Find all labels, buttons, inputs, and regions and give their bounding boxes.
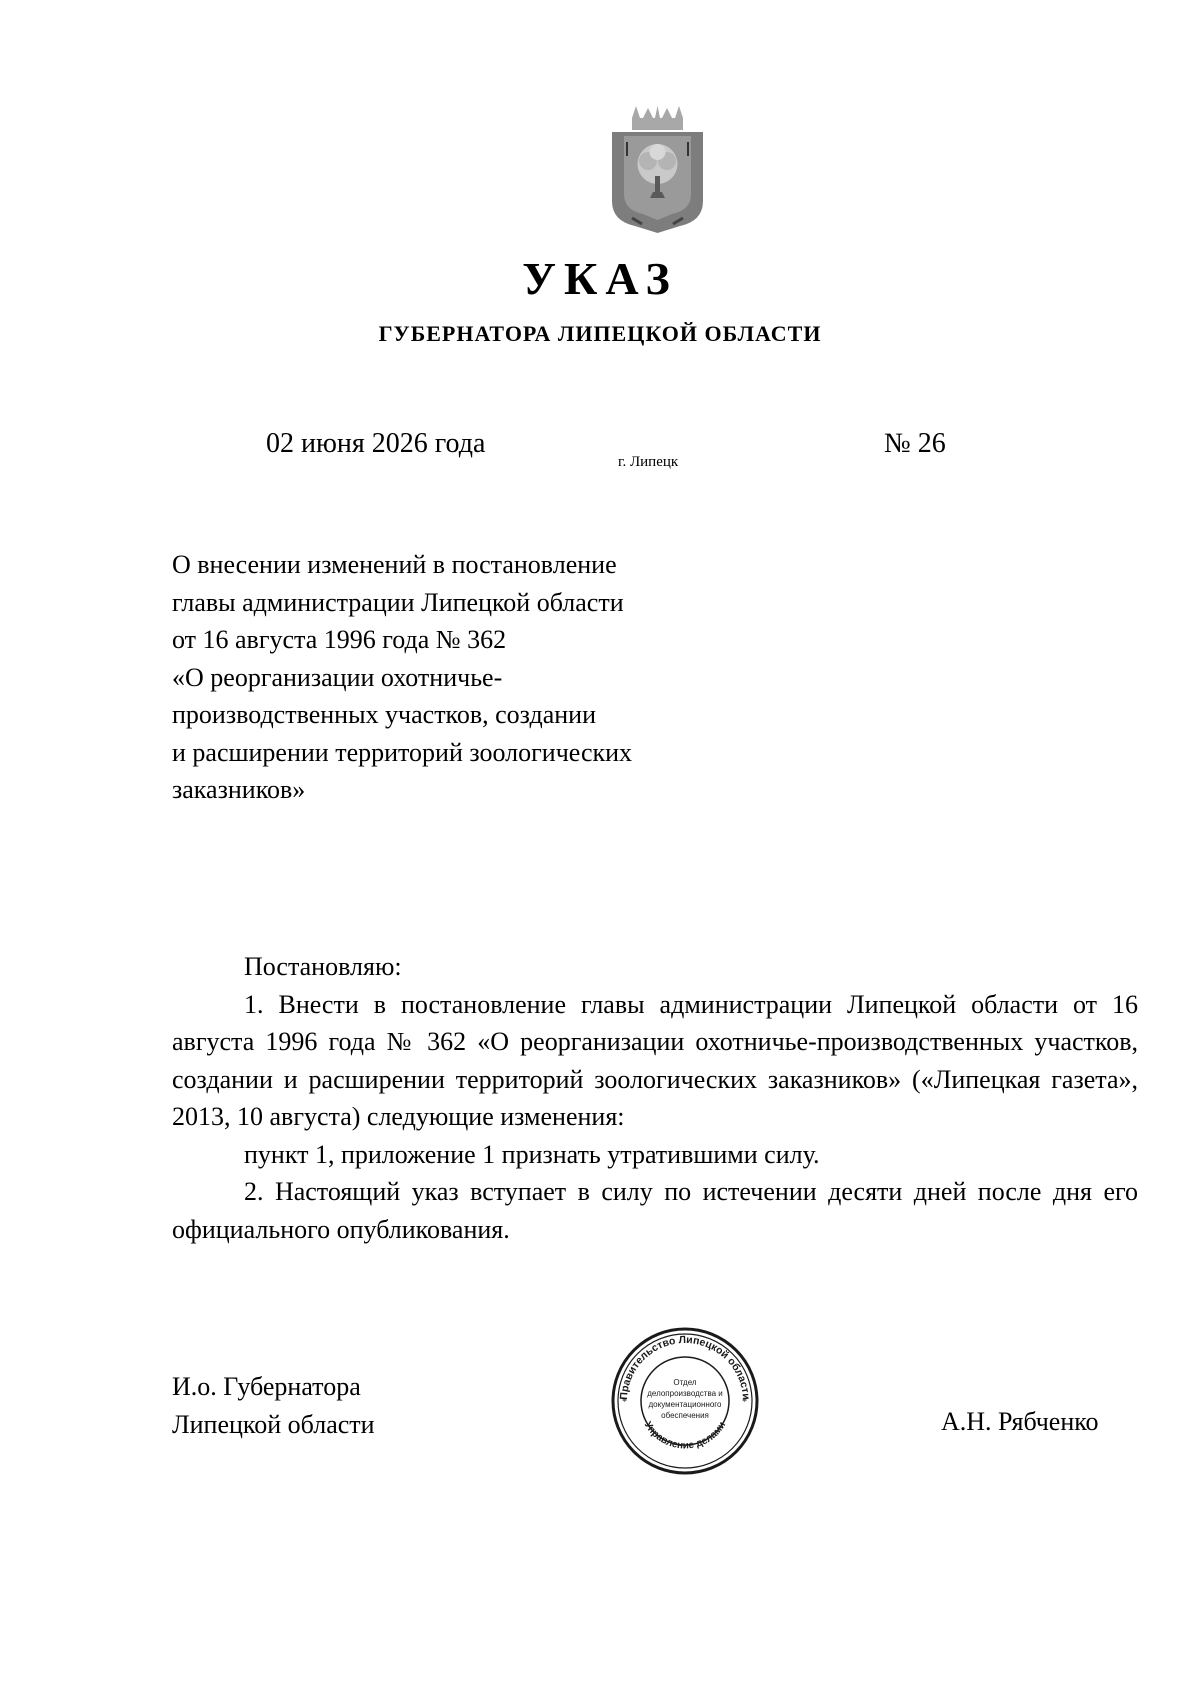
stamp-inner-line: Отдел xyxy=(673,1378,697,1387)
document-subtitle: ГУБЕРНАТОРА ЛИПЕЦКОЙ ОБЛАСТИ xyxy=(378,321,822,346)
svg-text:*: * xyxy=(742,1397,747,1408)
stamp-inner-line: делопроизводства и xyxy=(647,1389,723,1398)
coat-of-arms-emblem xyxy=(610,106,705,236)
signatory-position-line: Липецкой области xyxy=(172,1409,375,1439)
document-body xyxy=(172,948,1138,1248)
document-heading xyxy=(172,546,692,809)
stamp-outer-text: Правительство Липецкой области xyxy=(617,1333,753,1401)
heading-line: «О реорганизации охотничье- xyxy=(172,662,503,692)
body-paragraph-2: 2. Настоящий указ вступает в силу по истечении десяти дней после дня его официального опубликования. xyxy=(172,1177,1138,1244)
document-number: № 26 xyxy=(884,428,946,459)
signatory-position xyxy=(172,1368,375,1443)
heading-line: главы администрации Липецкой области xyxy=(172,587,624,617)
svg-text:Управление делами xyxy=(642,1420,728,1452)
svg-text:*: * xyxy=(622,1397,627,1408)
body-paragraph-1: 1. Внести в постановление главы администрации Липецкой области от 16 августа 1996 года № 362 «О реорганизации охотничье-производственных участков, создании и расширении территорий зоологических заказников» («Липецкая газета», 2013, 10 августа) следующие изменения: xyxy=(172,989,1138,1131)
body-intro: Постановляю: xyxy=(244,952,402,981)
document-title: УКАЗ xyxy=(522,253,678,304)
document-date: 02 июня 2026 года xyxy=(266,428,486,459)
heading-line: О внесении изменений в постановление xyxy=(172,550,617,579)
stamp-bottom-text: Управление делами xyxy=(641,1419,729,1452)
document-city: г. Липецк xyxy=(618,454,679,470)
body-paragraph-1-item: пункт 1, приложение 1 признать утратившими силу. xyxy=(244,1139,820,1169)
heading-line: и расширении территорий зоологических xyxy=(172,737,633,767)
signatory-name: А.Н. Рябченко xyxy=(941,1407,1099,1436)
heading-line: от 16 августа 1996 года № 362 xyxy=(172,625,507,654)
signatory-position-line: И.о. Губернатора xyxy=(172,1372,361,1401)
stamp-inner-line: документационного xyxy=(648,1400,722,1409)
heading-line: производственных участков, создании xyxy=(172,700,596,729)
heading-line: заказников» xyxy=(172,775,306,804)
official-stamp xyxy=(610,1326,760,1476)
stamp-inner-line: обеспечения xyxy=(661,1411,709,1420)
